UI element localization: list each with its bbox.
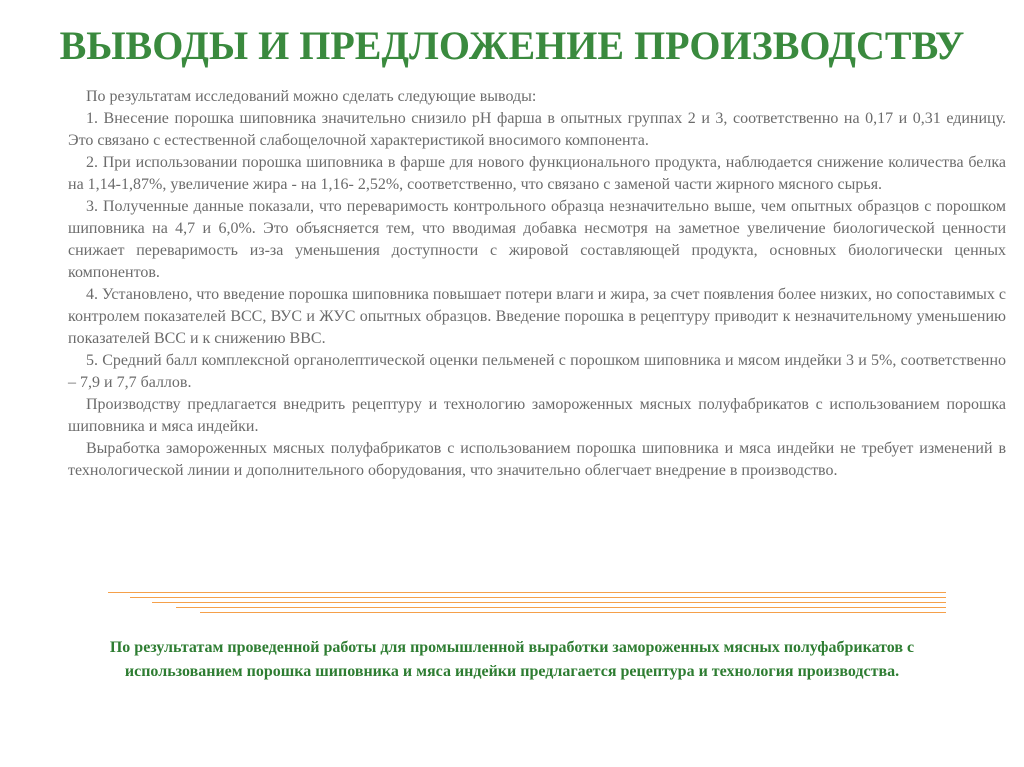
divider-line xyxy=(130,597,946,598)
intro-paragraph: По результатам исследований можно сделать следующие выводы: xyxy=(86,88,537,105)
conclusions-body xyxy=(68,86,1006,482)
conclusion-item-4: 4. Установлено, что введение порошка шиповника повышает потери влаги и жира, за счет появления более низких, но сопоставимых с контролем показателей ВСС, ВУС и ЖУС опытных образцов. Введение порошка в рецептуру приводит к незначительному уменьшению показателей ВСС и к снижению ВВС. xyxy=(68,286,1006,347)
final-conclusion: По результатам проведенной работы для промышленной выработки замороженных мясных полуфабрикатов с использованием порошка шиповника и мяса индейки предлагается рецептура и технология производства. xyxy=(109,639,915,680)
conclusion-item-3: 3. Полученные данные показали, что переваримость контрольного образца незначительно выше, чем опытных образцов с порошком шиповника на 4,7 и 6,0%. Это объясняется тем, что вводимая добавка несмотря на заметное увеличение биологической ценности снижает переваримость из-за уменьшения доступности с жировой составляющей продукта, основных биологически ценных компонентов. xyxy=(68,198,1006,281)
divider-line xyxy=(200,612,946,613)
conclusion-item-5: 5. Средний балл комплексной органолептической оценки пельменей с порошком шиповника и мясом индейки 3 и 5%, соответственно – 7,9 и 7,7 баллов. xyxy=(68,352,1006,391)
divider-line xyxy=(108,592,946,593)
production-proposal-paragraph: Производству предлагается внедрить рецептуру и технологию замороженных мясных полуфабрикатов с использованием порошка шиповника и мяса индейки. xyxy=(68,396,1006,435)
conclusion-item-2: 2. При использовании порошка шиповника в фарше для нового функционального продукта, наблюдается снижение количества белка на 1,14-1,87%, увеличение жира - на 1,16- 2,52%, соответственно, что связано с заменой части жирного мясного сырья. xyxy=(68,154,1006,193)
divider-line xyxy=(176,607,946,608)
conclusion-item-1: 1. Внесение порошка шиповника значительно снизило рН фарша в опытных группах 2 и 3, соответственно на 0,17 и 0,31 единицу. Это связано с естественной слабощелочной характеристикой вносимого компонента. xyxy=(68,110,1006,149)
production-feasibility-paragraph: Выработка замороженных мясных полуфабрикатов с использованием порошка шиповника и мяса индейки не требует изменений в технологической линии и дополнительного оборудования, что значительно облегчает внедрение в производство. xyxy=(68,440,1006,479)
divider-line xyxy=(152,602,946,603)
slide-title: ВЫВОДЫ И ПРЕДЛОЖЕНИЕ ПРОИЗВОДСТВУ xyxy=(59,23,965,68)
